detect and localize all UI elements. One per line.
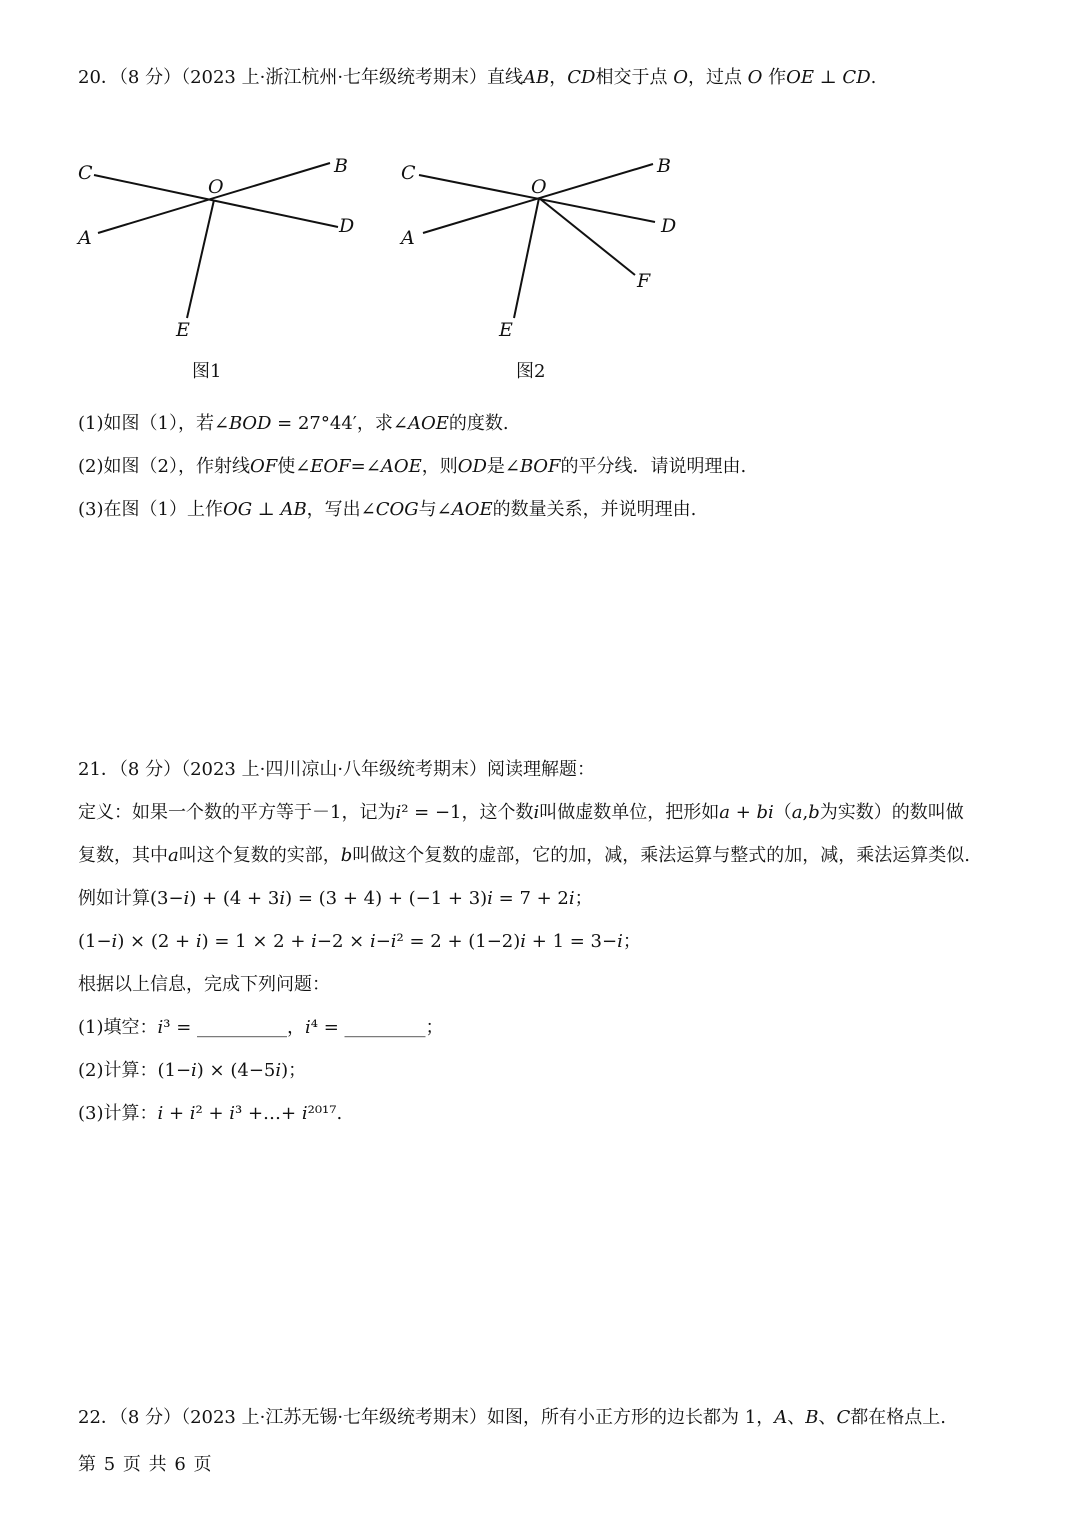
label-d: D [339, 215, 355, 237]
q20-part2: (2)如图（2），作射线𝑂𝐹使∠𝐸𝑂𝐹=∠𝐴𝑂𝐸，则𝑂𝐷是∠𝐵𝑂𝐹的平分线．请说明理由. [78, 456, 747, 477]
q20-header: 20．（8 分）（2023 上·浙江杭州·七年级统考期末）直线𝐴𝐵，𝐶𝐷相交于点 𝑂，过点 𝑂 作𝑂𝐸 ⊥ 𝐶𝐷. [78, 67, 877, 88]
label-c: C [78, 162, 93, 184]
q21-definition-1: 定义：如果一个数的平方等于－1，记为𝑖² = −1，这个数𝑖叫做虚数单位，把形如𝑎 + 𝑏𝑖（𝑎,𝑏为实数）的数叫做 [78, 802, 964, 823]
figure-1-caption: 图1 [192, 361, 222, 382]
label-o: O [208, 176, 224, 198]
label-f: F [637, 270, 651, 292]
q21-example-1: 例如计算(3−𝑖) + (4 + 3𝑖) = (3 + 4) + (−1 + 3)𝑖 = 7 + 2𝑖； [78, 888, 593, 909]
q20-part1: (1)如图（1），若∠𝐵𝑂𝐷 = 27°44′，求∠𝐴𝑂𝐸的度数. [78, 413, 509, 434]
q21-part1: (1)填空：𝑖³ = __________，𝑖⁴ = _________； [78, 1017, 444, 1038]
line-ab [98, 163, 330, 233]
label-a: A [78, 227, 92, 249]
label-e: E [499, 319, 513, 341]
q21-header: 21．（8 分）（2023 上·四川凉山·八年级统考期末）阅读理解题： [78, 759, 596, 780]
line-oe [514, 198, 539, 318]
q21-intro: 根据以上信息，完成下列问题： [78, 974, 330, 995]
q22-header: 22．（8 分）（2023 上·江苏无锡·七年级统考期末）如图，所有小正方形的边长都为 1，𝐴、𝐵、𝐶都在格点上. [78, 1407, 946, 1428]
page-footer: 第 5 页 共 6 页 [78, 1454, 213, 1475]
label-a: A [401, 227, 415, 249]
q21-definition-2: 复数，其中𝑎叫这个复数的实部，𝑏叫做这个复数的虚部，它的加，减，乘法运算与整式的加，减，乘法运算类似. [78, 845, 970, 866]
label-d: D [661, 215, 677, 237]
line-oe [187, 200, 214, 318]
label-b: B [657, 155, 671, 177]
label-e: E [176, 319, 190, 341]
q20-part3: (3)在图（1）上作𝑂𝐺 ⊥ 𝐴𝐵，写出∠𝐶𝑂𝐺与∠𝐴𝑂𝐸的数量关系，并说明理由. [78, 499, 697, 520]
q21-part2: (2)计算：(1−𝑖) × (4−5𝑖)； [78, 1060, 307, 1081]
q21-part3: (3)计算：𝑖 + 𝑖² + 𝑖³ +…+ 𝑖²⁰¹⁷. [78, 1103, 343, 1124]
figure-2-caption: 图2 [516, 361, 546, 382]
label-o: O [531, 176, 547, 198]
figure-2 [385, 150, 715, 350]
label-b: B [334, 155, 348, 177]
label-c: C [401, 162, 416, 184]
figure-1 [60, 150, 390, 350]
q21-example-2: (1−𝑖) × (2 + 𝑖) = 1 × 2 + 𝑖−2 × 𝑖−𝑖² = 2 + (1−2)𝑖 + 1 = 3−𝑖； [78, 931, 641, 952]
ray-of [539, 198, 635, 275]
